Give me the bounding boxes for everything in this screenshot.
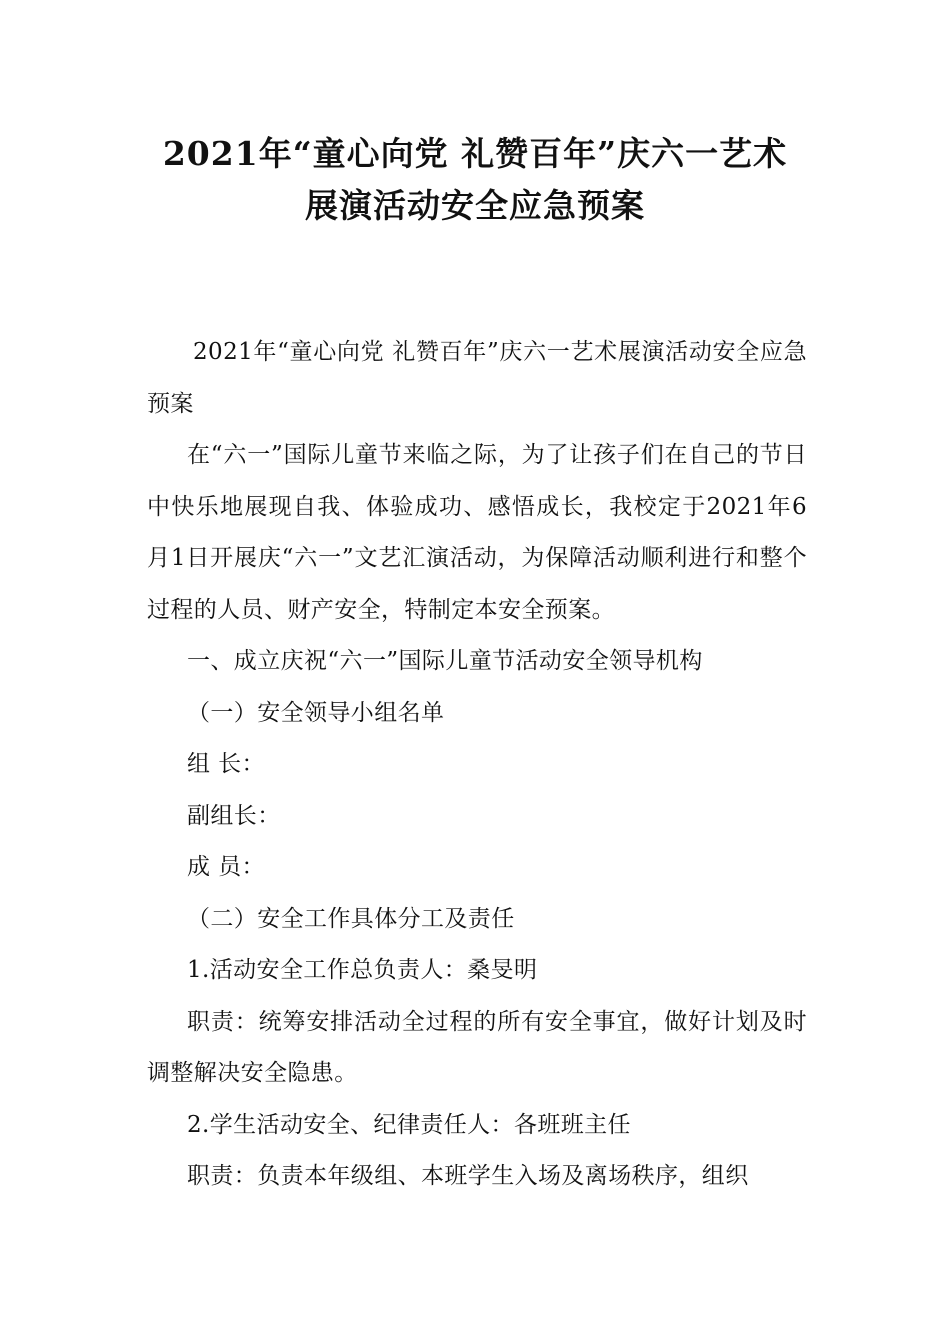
subsection-heading-2: （二）安全工作具体分工及责任 xyxy=(187,905,515,932)
section-heading-1: 一、成立庆祝“六一”国际儿童节活动安全领导机构 xyxy=(187,648,703,674)
title-line-2: 展演活动安全应急预案 xyxy=(305,186,645,225)
responsibility-duty-1: 职责：统筹安排活动全过程的所有安全事宜，做好计划及时调整解决安全隐患。 xyxy=(147,1008,807,1086)
members-line: 成 员： xyxy=(187,854,265,880)
leader-line: 组 长： xyxy=(187,751,265,777)
paragraph-purpose: 在“六一”国际儿童节来临之际，为了让孩子们在自己的节日中快乐地展现自我、体验成功、感悟成长，我校定于2021年6月1日开展庆“六一”文艺汇演活动，为保障活动顺利进行和整个过程的人员、财产安全，特制定本安全预案。 xyxy=(147,442,807,623)
title-line-1: 2021年“童心向党 礼赞百年”庆六一艺术 xyxy=(162,134,788,173)
responsibility-item-1: 1.活动安全工作总负责人：桑旻明 xyxy=(187,957,538,983)
responsibility-duty-2: 职责：负责本年级组、本班学生入场及离场秩序，组织 xyxy=(187,1163,749,1189)
paragraph-intro-title: 2021年“童心向党 礼赞百年”庆六一艺术展演活动安全应急预案 xyxy=(147,339,807,417)
deputy-leader-line: 副组长： xyxy=(187,802,281,829)
document-body xyxy=(147,327,807,1203)
subsection-heading-1: （一）安全领导小组名单 xyxy=(187,699,445,726)
responsibility-item-2: 2.学生活动安全、纪律责任人：各班班主任 xyxy=(187,1111,631,1138)
document-title xyxy=(120,128,830,232)
